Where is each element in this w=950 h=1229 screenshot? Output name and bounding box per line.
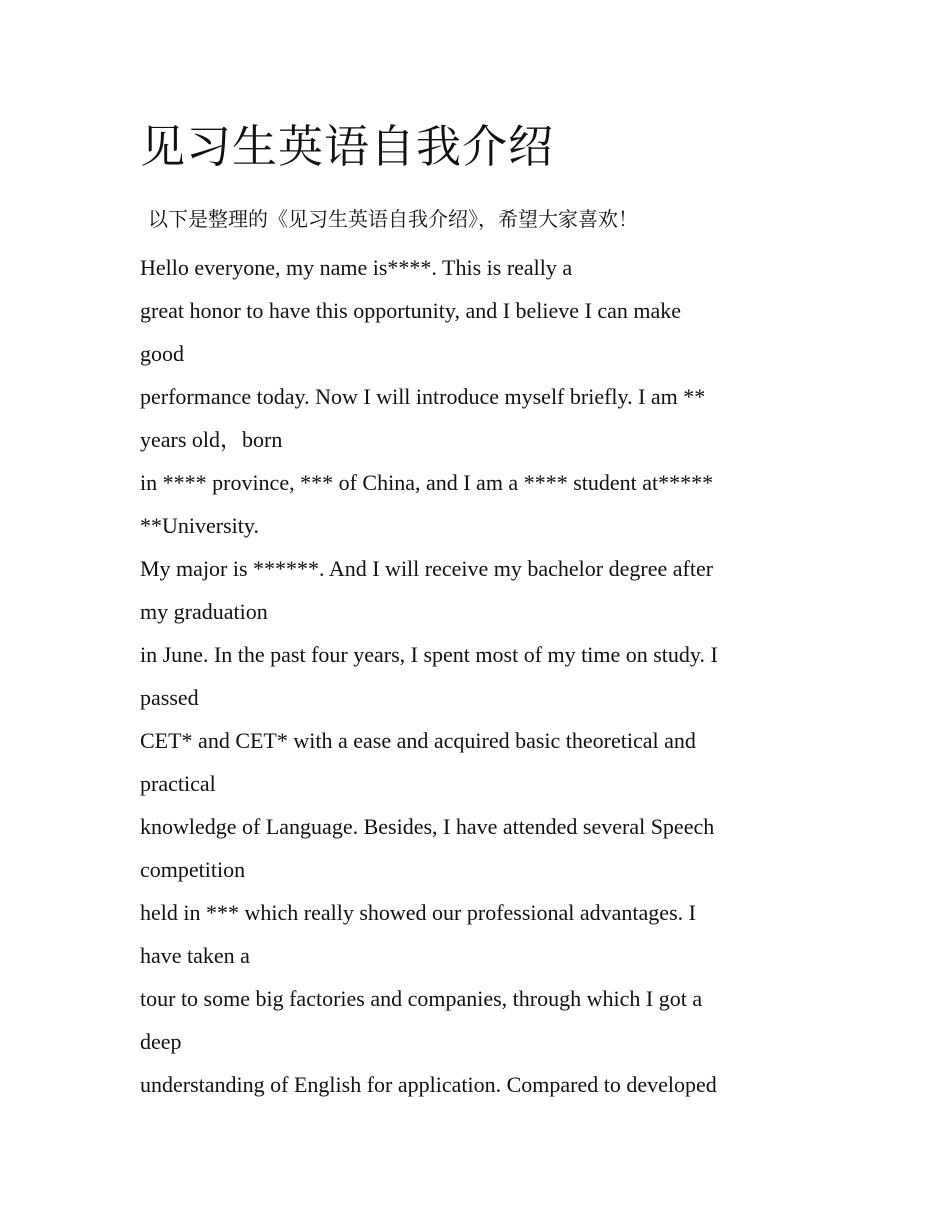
body-line: **University. bbox=[140, 513, 259, 538]
document-body bbox=[140, 246, 820, 1106]
body-line: deep bbox=[140, 1029, 182, 1054]
body-line: great honor to have this opportunity, and I believe I can make bbox=[140, 298, 682, 323]
body-line: Hello everyone, my name is****. This is really a bbox=[140, 255, 573, 280]
body-line: years old，born bbox=[140, 427, 283, 452]
body-line: competition bbox=[140, 857, 246, 882]
body-line: understanding of English for application. Compared to developed bbox=[140, 1072, 717, 1097]
body-line: My major is ******. And I will receive my bachelor degree after bbox=[140, 556, 714, 581]
document-title: 见习生英语自我介绍 bbox=[140, 120, 555, 173]
body-line: performance today. Now I will introduce myself briefly. I am ** bbox=[140, 384, 706, 409]
body-line: my graduation bbox=[140, 599, 268, 624]
document-page bbox=[140, 112, 820, 1106]
body-line: in **** province, *** of China, and I am a **** student at***** bbox=[140, 470, 714, 495]
body-line: have taken a bbox=[140, 943, 250, 968]
body-line: knowledge of Language. Besides, I have attended several Speech bbox=[140, 814, 715, 839]
body-line: CET* and CET* with a ease and acquired basic theoretical and bbox=[140, 728, 696, 753]
document-intro: 以下是整理的《见习生英语自我介绍》，希望大家喜欢！ bbox=[148, 207, 638, 231]
body-line: passed bbox=[140, 685, 199, 710]
body-line: practical bbox=[140, 771, 216, 796]
body-line: in June. In the past four years, I spent most of my time on study. I bbox=[140, 642, 718, 667]
body-line: good bbox=[140, 341, 184, 366]
body-line: tour to some big factories and companies, through which I got a bbox=[140, 986, 703, 1011]
body-line: held in *** which really showed our professional advantages. I bbox=[140, 900, 696, 925]
